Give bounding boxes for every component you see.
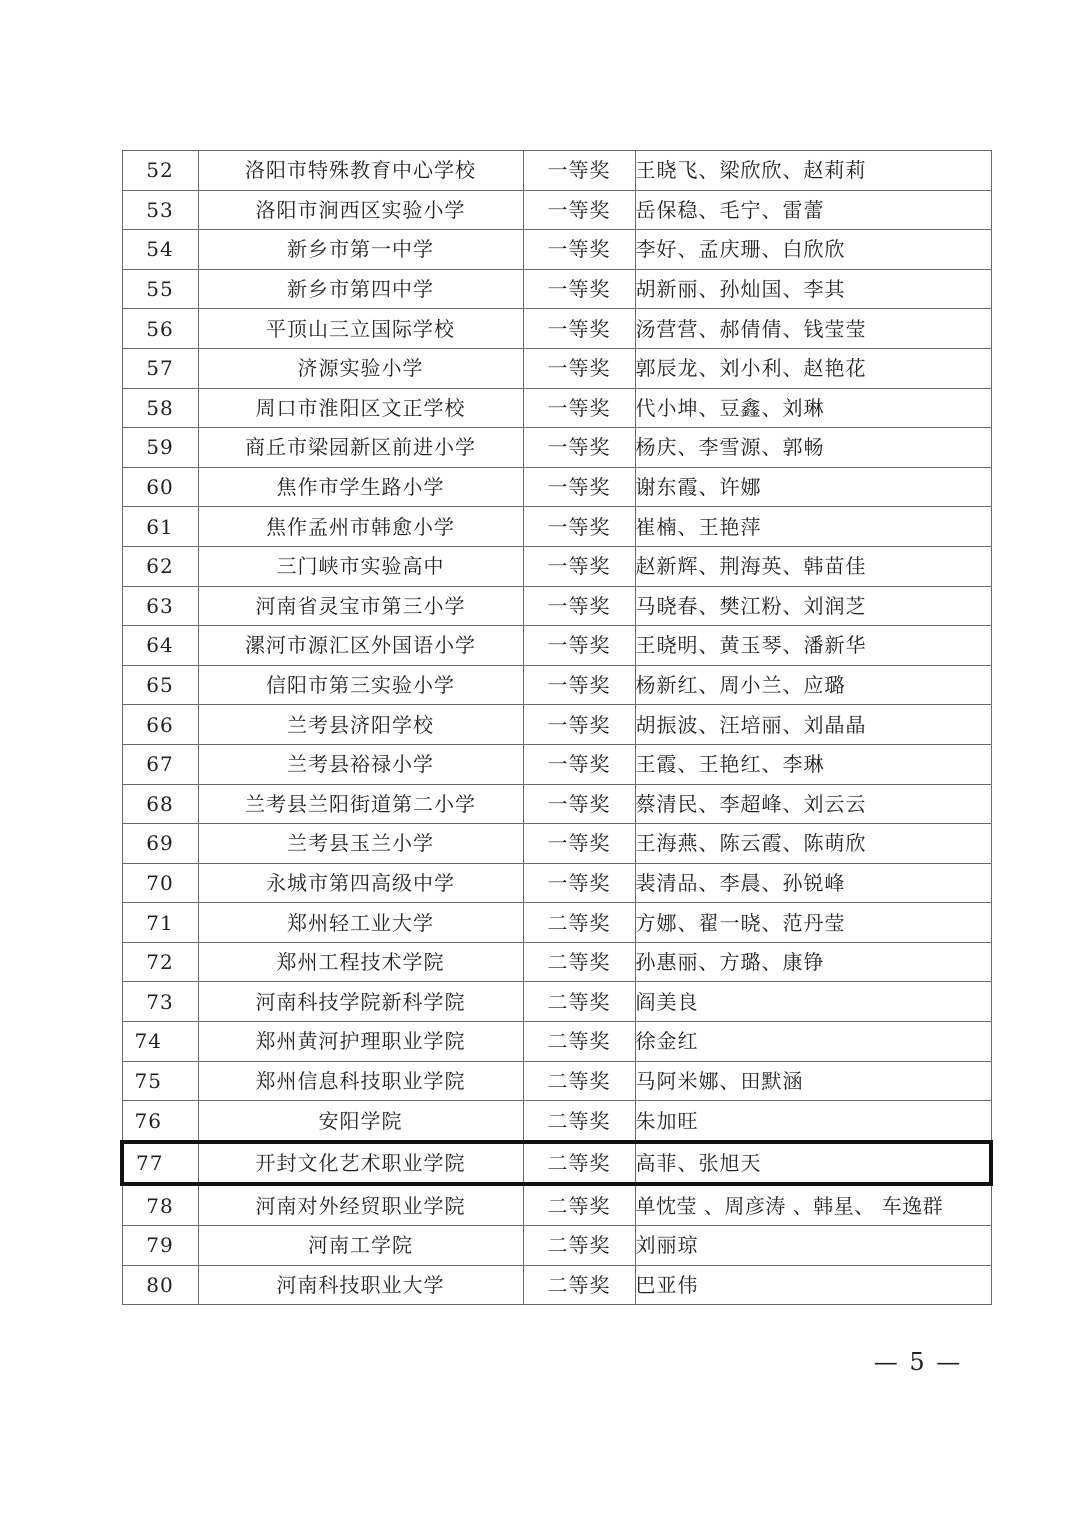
- award-level: 二等奖: [523, 1061, 635, 1101]
- table-row: [122, 507, 991, 547]
- row-number: 52: [122, 151, 198, 191]
- winner-names: 胡振波、汪培丽、刘晶晶: [635, 705, 991, 745]
- row-number: 77: [122, 1142, 198, 1185]
- school-name: 兰考县济阳学校: [198, 705, 523, 745]
- award-level: 一等奖: [523, 230, 635, 270]
- school-name: 新乡市第一中学: [198, 230, 523, 270]
- winner-names: 马阿米娜、田默涵: [635, 1061, 991, 1101]
- award-level: 一等奖: [523, 309, 635, 349]
- row-number: 68: [122, 784, 198, 824]
- table-row: [122, 467, 991, 507]
- table-row: [122, 1022, 991, 1062]
- table-row: [122, 230, 991, 270]
- row-number: 75: [122, 1061, 198, 1101]
- award-level: 一等奖: [523, 665, 635, 705]
- school-name: 河南工学院: [198, 1226, 523, 1266]
- school-name: 开封文化艺术职业学院: [198, 1142, 523, 1185]
- table-row: [122, 348, 991, 388]
- table-row: [122, 705, 991, 745]
- row-number: 56: [122, 309, 198, 349]
- row-number: 63: [122, 586, 198, 626]
- table-row: [122, 1061, 991, 1101]
- winner-names: 马晓春、樊江粉、刘润芝: [635, 586, 991, 626]
- row-number: 76: [122, 1101, 198, 1142]
- row-number: 66: [122, 705, 198, 745]
- award-level: 一等奖: [523, 190, 635, 230]
- table-row: [122, 428, 991, 468]
- table-row: [122, 982, 991, 1022]
- table-row: [122, 1226, 991, 1266]
- winner-names: 王海燕、陈云霞、陈萌欣: [635, 824, 991, 864]
- award-level: 二等奖: [523, 1022, 635, 1062]
- table-row: [122, 586, 991, 626]
- page-number: — 5 —: [873, 1348, 963, 1376]
- school-name: 安阳学院: [198, 1101, 523, 1142]
- winner-names: 崔楠、王艳萍: [635, 507, 991, 547]
- school-name: 河南科技职业大学: [198, 1265, 523, 1305]
- school-name: 兰考县裕禄小学: [198, 744, 523, 784]
- winner-names: 郭辰龙、刘小利、赵艳花: [635, 348, 991, 388]
- row-number: 71: [122, 903, 198, 943]
- award-level: 一等奖: [523, 428, 635, 468]
- row-number: 61: [122, 507, 198, 547]
- award-level: 一等奖: [523, 388, 635, 428]
- row-number: 80: [122, 1265, 198, 1305]
- row-number: 67: [122, 744, 198, 784]
- row-number: 53: [122, 190, 198, 230]
- school-name: 洛阳市特殊教育中心学校: [198, 151, 523, 191]
- table-row: [122, 744, 991, 784]
- table-row: [122, 863, 991, 903]
- award-level: 二等奖: [523, 1101, 635, 1142]
- table-row: [122, 269, 991, 309]
- school-name: 平顶山三立国际学校: [198, 309, 523, 349]
- award-level: 一等奖: [523, 269, 635, 309]
- winner-names: 蔡清民、李超峰、刘云云: [635, 784, 991, 824]
- winner-names: 杨庆、李雪源、郭畅: [635, 428, 991, 468]
- table-row: [122, 1101, 991, 1142]
- winner-names: 赵新辉、荆海英、韩苗佳: [635, 546, 991, 586]
- winner-names: 王晓飞、梁欣欣、赵莉莉: [635, 151, 991, 191]
- highlighted-table-row: [122, 1142, 991, 1185]
- table-row: [122, 665, 991, 705]
- winner-names: 岳保稳、毛宁、雷蕾: [635, 190, 991, 230]
- school-name: 济源实验小学: [198, 348, 523, 388]
- award-level: 一等奖: [523, 546, 635, 586]
- school-name: 郑州工程技术学院: [198, 942, 523, 982]
- row-number: 70: [122, 863, 198, 903]
- winner-names: 汤营营、郝倩倩、钱莹莹: [635, 309, 991, 349]
- awards-table-body: [122, 151, 991, 1305]
- row-number: 69: [122, 824, 198, 864]
- winner-names: 朱加旺: [635, 1101, 991, 1142]
- award-level: 二等奖: [523, 1226, 635, 1266]
- table-row: [122, 546, 991, 586]
- award-level: 二等奖: [523, 942, 635, 982]
- school-name: 郑州轻工业大学: [198, 903, 523, 943]
- school-name: 洛阳市涧西区实验小学: [198, 190, 523, 230]
- winner-names: 王晓明、黄玉琴、潘新华: [635, 626, 991, 666]
- winner-names: 杨新红、周小兰、应璐: [635, 665, 991, 705]
- award-level: 一等奖: [523, 705, 635, 745]
- table-row: [122, 309, 991, 349]
- award-level: 一等奖: [523, 467, 635, 507]
- winner-names: 单忱莹 、周彦涛 、韩星、 车逸群: [635, 1184, 991, 1225]
- winner-names: 刘丽琼: [635, 1226, 991, 1266]
- table-row: [122, 903, 991, 943]
- award-level: 一等奖: [523, 744, 635, 784]
- winner-names: 王霞、王艳红、李琳: [635, 744, 991, 784]
- school-name: 三门峡市实验高中: [198, 546, 523, 586]
- table-row: [122, 626, 991, 666]
- row-number: 73: [122, 982, 198, 1022]
- school-name: 郑州信息科技职业学院: [198, 1061, 523, 1101]
- award-level: 一等奖: [523, 824, 635, 864]
- school-name: 周口市淮阳区文正学校: [198, 388, 523, 428]
- winner-names: 谢东霞、许娜: [635, 467, 991, 507]
- school-name: 漯河市源汇区外国语小学: [198, 626, 523, 666]
- winner-names: 裴清品、李晨、孙锐峰: [635, 863, 991, 903]
- school-name: 兰考县玉兰小学: [198, 824, 523, 864]
- winner-names: 李好、孟庆珊、白欣欣: [635, 230, 991, 270]
- row-number: 54: [122, 230, 198, 270]
- row-number: 55: [122, 269, 198, 309]
- award-level: 一等奖: [523, 586, 635, 626]
- award-level: 二等奖: [523, 1142, 635, 1185]
- school-name: 兰考县兰阳街道第二小学: [198, 784, 523, 824]
- winner-names: 胡新丽、孙灿国、李其: [635, 269, 991, 309]
- winner-names: 巴亚伟: [635, 1265, 991, 1305]
- row-number: 78: [122, 1184, 198, 1225]
- table-row: [122, 1184, 991, 1225]
- school-name: 商丘市梁园新区前进小学: [198, 428, 523, 468]
- row-number: 72: [122, 942, 198, 982]
- row-number: 74: [122, 1022, 198, 1062]
- table-row: [122, 388, 991, 428]
- award-level: 一等奖: [523, 784, 635, 824]
- school-name: 焦作市学生路小学: [198, 467, 523, 507]
- row-number: 58: [122, 388, 198, 428]
- row-number: 59: [122, 428, 198, 468]
- row-number: 60: [122, 467, 198, 507]
- row-number: 79: [122, 1226, 198, 1266]
- award-level: 一等奖: [523, 151, 635, 191]
- school-name: 焦作孟州市韩愈小学: [198, 507, 523, 547]
- award-level: 一等奖: [523, 507, 635, 547]
- award-level: 二等奖: [523, 903, 635, 943]
- award-level: 一等奖: [523, 863, 635, 903]
- winner-names: 高菲、张旭天: [635, 1142, 991, 1185]
- school-name: 河南省灵宝市第三小学: [198, 586, 523, 626]
- winner-names: 阎美良: [635, 982, 991, 1022]
- row-number: 64: [122, 626, 198, 666]
- winner-names: 徐金红: [635, 1022, 991, 1062]
- row-number: 62: [122, 546, 198, 586]
- row-number: 65: [122, 665, 198, 705]
- table-row: [122, 190, 991, 230]
- table-row: [122, 1265, 991, 1305]
- row-number: 57: [122, 348, 198, 388]
- school-name: 永城市第四高级中学: [198, 863, 523, 903]
- school-name: 河南科技学院新科学院: [198, 982, 523, 1022]
- school-name: 河南对外经贸职业学院: [198, 1184, 523, 1225]
- school-name: 郑州黄河护理职业学院: [198, 1022, 523, 1062]
- table-row: [122, 784, 991, 824]
- awards-table: [120, 150, 993, 1305]
- winner-names: 孙惠丽、方璐、康铮: [635, 942, 991, 982]
- award-level: 二等奖: [523, 1184, 635, 1225]
- winner-names: 代小坤、豆鑫、刘琳: [635, 388, 991, 428]
- school-name: 信阳市第三实验小学: [198, 665, 523, 705]
- school-name: 新乡市第四中学: [198, 269, 523, 309]
- award-level: 一等奖: [523, 626, 635, 666]
- table-row: [122, 824, 991, 864]
- award-level: 二等奖: [523, 982, 635, 1022]
- table-row: [122, 151, 991, 191]
- award-level: 一等奖: [523, 348, 635, 388]
- award-level: 二等奖: [523, 1265, 635, 1305]
- table-row: [122, 942, 991, 982]
- winner-names: 方娜、翟一晓、范丹莹: [635, 903, 991, 943]
